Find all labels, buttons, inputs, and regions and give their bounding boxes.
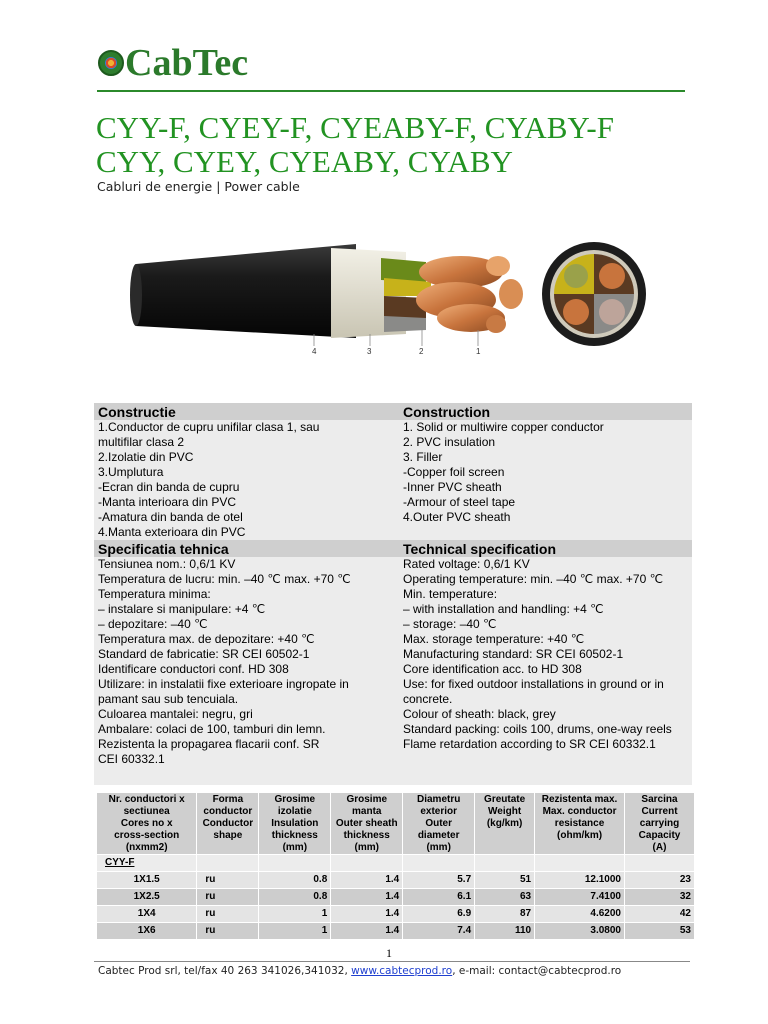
table-cell: ru [197,889,259,906]
column-header-line: (kg/km) [486,818,523,829]
website-link[interactable]: www.cabtecprod.ro [351,965,453,977]
technical-item-ro: Standard de fabricatie: SR CEI 60502-1 [98,647,310,661]
construction-item-ro: 4.Manta exterioara din PVC [98,525,246,539]
table-cell: 32 [625,889,695,906]
technical-item-ro: – depozitare: –40 ℃ [98,617,208,631]
table-row [97,906,695,923]
table-cell: 1.4 [331,923,403,940]
table-row [97,923,695,940]
technical-item-en: – storage: –40 ℃ [403,617,497,631]
construction-item-en: 4.Outer PVC sheath [403,510,511,524]
column-header [97,793,197,855]
column-header-line: Outer sheath [335,818,398,829]
footer-email: , e-mail: contact@cabtecprod.ro [452,965,622,977]
column-header-line: (mm) [426,842,451,853]
column-header-line: Conductor [202,818,254,829]
technical-item-en: Min. temperature: [403,587,498,601]
column-header-line: Weight [488,806,522,817]
table-cell: 5.7 [403,872,475,889]
technical-item-ro: Utilizare: in instalatii fixe exterioare ingropate in [98,677,349,691]
cable-illustration [126,238,656,358]
cable-cross-section [542,242,646,346]
column-header [625,793,695,855]
construction-item-en: 2. PVC insulation [403,435,496,449]
column-header-line: sectiunea [123,806,170,817]
table-row [97,889,695,906]
construction-body [94,420,692,540]
column-header-line: (mm) [354,842,379,853]
column-header-line: Current [641,806,678,817]
table-cell: 0.8 [259,872,331,889]
group-cell [535,855,625,872]
column-header-line: Nr. conductori x [108,794,185,805]
cable-data-table [97,793,695,939]
table-cell: 63 [475,889,535,906]
column-header [403,793,475,855]
column-header-line: izolatie [277,806,312,817]
footer-company: Cabtec Prod srl, tel/fax 40 263 341026,341032, [98,965,352,977]
technical-item-en: Max. storage temperature: +40 ℃ [403,632,585,646]
construction-header [94,403,692,420]
column-header-line: Cores no x [120,818,173,829]
table-cell: 12.1000 [535,872,625,889]
construction-title-en: Construction [403,403,491,420]
table-cell: 4.6200 [535,906,625,923]
construction-item-ro: 2.Izolatie din PVC [98,450,194,464]
table-cell: 1.4 [331,872,403,889]
callout-3: 3 [367,347,372,356]
column-header [475,793,535,855]
footer-contact [98,965,621,977]
table-cell: 42 [625,906,695,923]
table-cell: 110 [475,923,535,940]
table-cell: 1.4 [331,906,403,923]
brand-name: CabTec [125,42,249,84]
technical-item-en: Colour of sheath: black, grey [403,707,556,721]
group-cell [197,855,259,872]
column-header-line: carrying [639,818,680,829]
column-header-line: thickness [271,830,318,841]
callout-4: 4 [312,347,317,356]
column-header [259,793,331,855]
construction-item-en: 1. Solid or multiwire copper conductor [403,420,604,434]
construction-item-ro: -Manta interioara din PVC [98,495,237,509]
table-cell: 6.9 [403,906,475,923]
table-cell: 1X2.5 [97,889,197,906]
technical-item-en: – with installation and handling: +4 ℃ [403,602,604,616]
technical-list-ro [94,557,400,767]
construction-item-ro: multifilar clasa 2 [98,435,185,449]
column-header-line: conductor [203,806,253,817]
column-header-line: diameter [417,830,460,841]
table-cell: ru [197,872,259,889]
column-header-line: (ohm/km) [557,830,603,841]
group-cell [625,855,695,872]
column-header-line: resistance [554,818,605,829]
construction-item-en: -Copper foil screen [403,465,505,479]
callout-1: 1 [476,347,481,356]
specification-section [94,403,692,785]
group-cell [403,855,475,872]
table-cell: 53 [625,923,695,940]
table-header-row [97,793,695,855]
column-header [197,793,259,855]
column-header-line: Grosime [346,794,388,805]
technical-header [94,540,692,557]
technical-item-ro: Tensiunea nom.: 0,6/1 KV [98,557,236,571]
technical-item-ro: Culoarea mantalei: negru, gri [98,707,253,721]
table-cell: 7.4 [403,923,475,940]
technical-title-en: Technical specification [403,540,557,557]
construction-item-en: -Armour of steel tape [403,495,516,509]
table-cell: 87 [475,906,535,923]
column-header-line: Capacity [638,830,681,841]
column-header-line: Outer [425,818,453,829]
table-cell: ru [197,906,259,923]
column-header-line: exterior [420,806,458,817]
technical-list-en [400,557,692,767]
column-header [331,793,403,855]
technical-title-ro: Specificatia tehnica [98,540,229,557]
technical-item-en: Manufacturing standard: SR CEI 60502-1 [403,647,624,661]
group-cell [259,855,331,872]
technical-item-en: Core identification acc. to HD 308 [403,662,582,676]
column-header-line: Sarcina [641,794,678,805]
column-header-line: Rezistenta max. [541,794,618,805]
technical-item-ro: pamant sau sub tencuiala. [98,692,239,706]
technical-item-ro: – instalare si manipulare: +4 ℃ [98,602,266,616]
table-cell: 1X1.5 [97,872,197,889]
table-cell: 1 [259,923,331,940]
table-cell: 1 [259,906,331,923]
column-header-line: (mm) [282,842,308,853]
brand-logo [98,44,248,82]
construction-item-ro: -Amatura din banda de otel [98,510,243,524]
construction-item-ro: 1.Conductor de cupru unifilar clasa 1, sau [98,420,320,434]
construction-item-ro: -Ecran din banda de cupru [98,480,240,494]
column-header-line: Diametru [417,794,461,805]
technical-item-ro: CEI 60332.1 [98,752,165,766]
column-header [535,793,625,855]
table-cell: 23 [625,872,695,889]
page-title-line-2: CYY, CYEY, CYEABY, CYABY [96,144,513,179]
table-group-row [97,855,695,872]
technical-item-en: Standard packing: coils 100, drums, one-way reels [403,722,672,736]
group-cell [97,855,197,872]
construction-title-ro: Constructie [98,403,176,420]
construction-list-ro [94,420,400,540]
table-cell: 1.4 [331,889,403,906]
technical-item-en: Rated voltage: 0,6/1 KV [403,557,530,571]
technical-item-en: Use: for fixed outdoor installations in ground or in [403,677,664,691]
construction-list-en [400,420,692,540]
footer-divider [94,961,690,962]
cable-side-view [130,244,523,338]
page-title-line-1: CYY-F, CYEY-F, CYEABY-F, CYABY-F [96,110,614,145]
column-header-line: thickness [343,830,390,841]
logo-emblem-icon [98,50,124,76]
construction-item-ro: 3.Umplutura [98,465,164,479]
table-cell: 1X4 [97,906,197,923]
table-cell: 7.4100 [535,889,625,906]
page-subtitle: Cabluri de energie | Power cable [97,179,300,194]
table-cell: 0.8 [259,889,331,906]
technical-item-en: Operating temperature: min. –40 ℃ max. +70 ℃ [403,572,664,586]
table-cell: 1X6 [97,923,197,940]
column-header-line: manta [352,806,382,817]
construction-item-en: -Inner PVC sheath [403,480,502,494]
technical-item-en: concrete. [403,692,453,706]
table-row [97,872,695,889]
technical-item-ro: Temperatura max. de depozitare: +40 ℃ [98,632,315,646]
technical-body [94,557,692,785]
column-header-line: cross-section [114,830,180,841]
table-cell: 51 [475,872,535,889]
header-divider [97,90,685,92]
column-header-line: Grosime [274,794,316,805]
page-number: 1 [386,946,392,960]
column-header-line: Insulation [271,818,319,829]
column-header-line: Forma [212,794,244,805]
table-cell: ru [197,923,259,940]
technical-item-ro: Ambalare: colaci de 100, tamburi din lemn. [98,722,326,736]
column-header-line: (nxmm2) [125,842,168,853]
group-label: CYY-F [105,857,135,868]
table-cell: 3.0800 [535,923,625,940]
table-cell: 6.1 [403,889,475,906]
callout-2: 2 [419,347,424,356]
column-header-line: shape [213,830,243,841]
column-header-line: Max. conductor [542,806,617,817]
technical-item-ro: Temperatura minima: [98,587,211,601]
column-header-line: Greutate [484,794,526,805]
technical-item-ro: Temperatura de lucru: min. –40 ℃ max. +70 ℃ [98,572,351,586]
technical-item-ro: Rezistenta la propagarea flacarii conf. SR [98,737,320,751]
technical-item-ro: Identificare conductori conf. HD 308 [98,662,289,676]
construction-item-en: 3. Filler [403,450,443,464]
column-header-line: (A) [652,842,667,853]
technical-item-en: Flame retardation according to SR CEI 60332.1 [403,737,656,751]
group-cell [331,855,403,872]
group-cell [475,855,535,872]
